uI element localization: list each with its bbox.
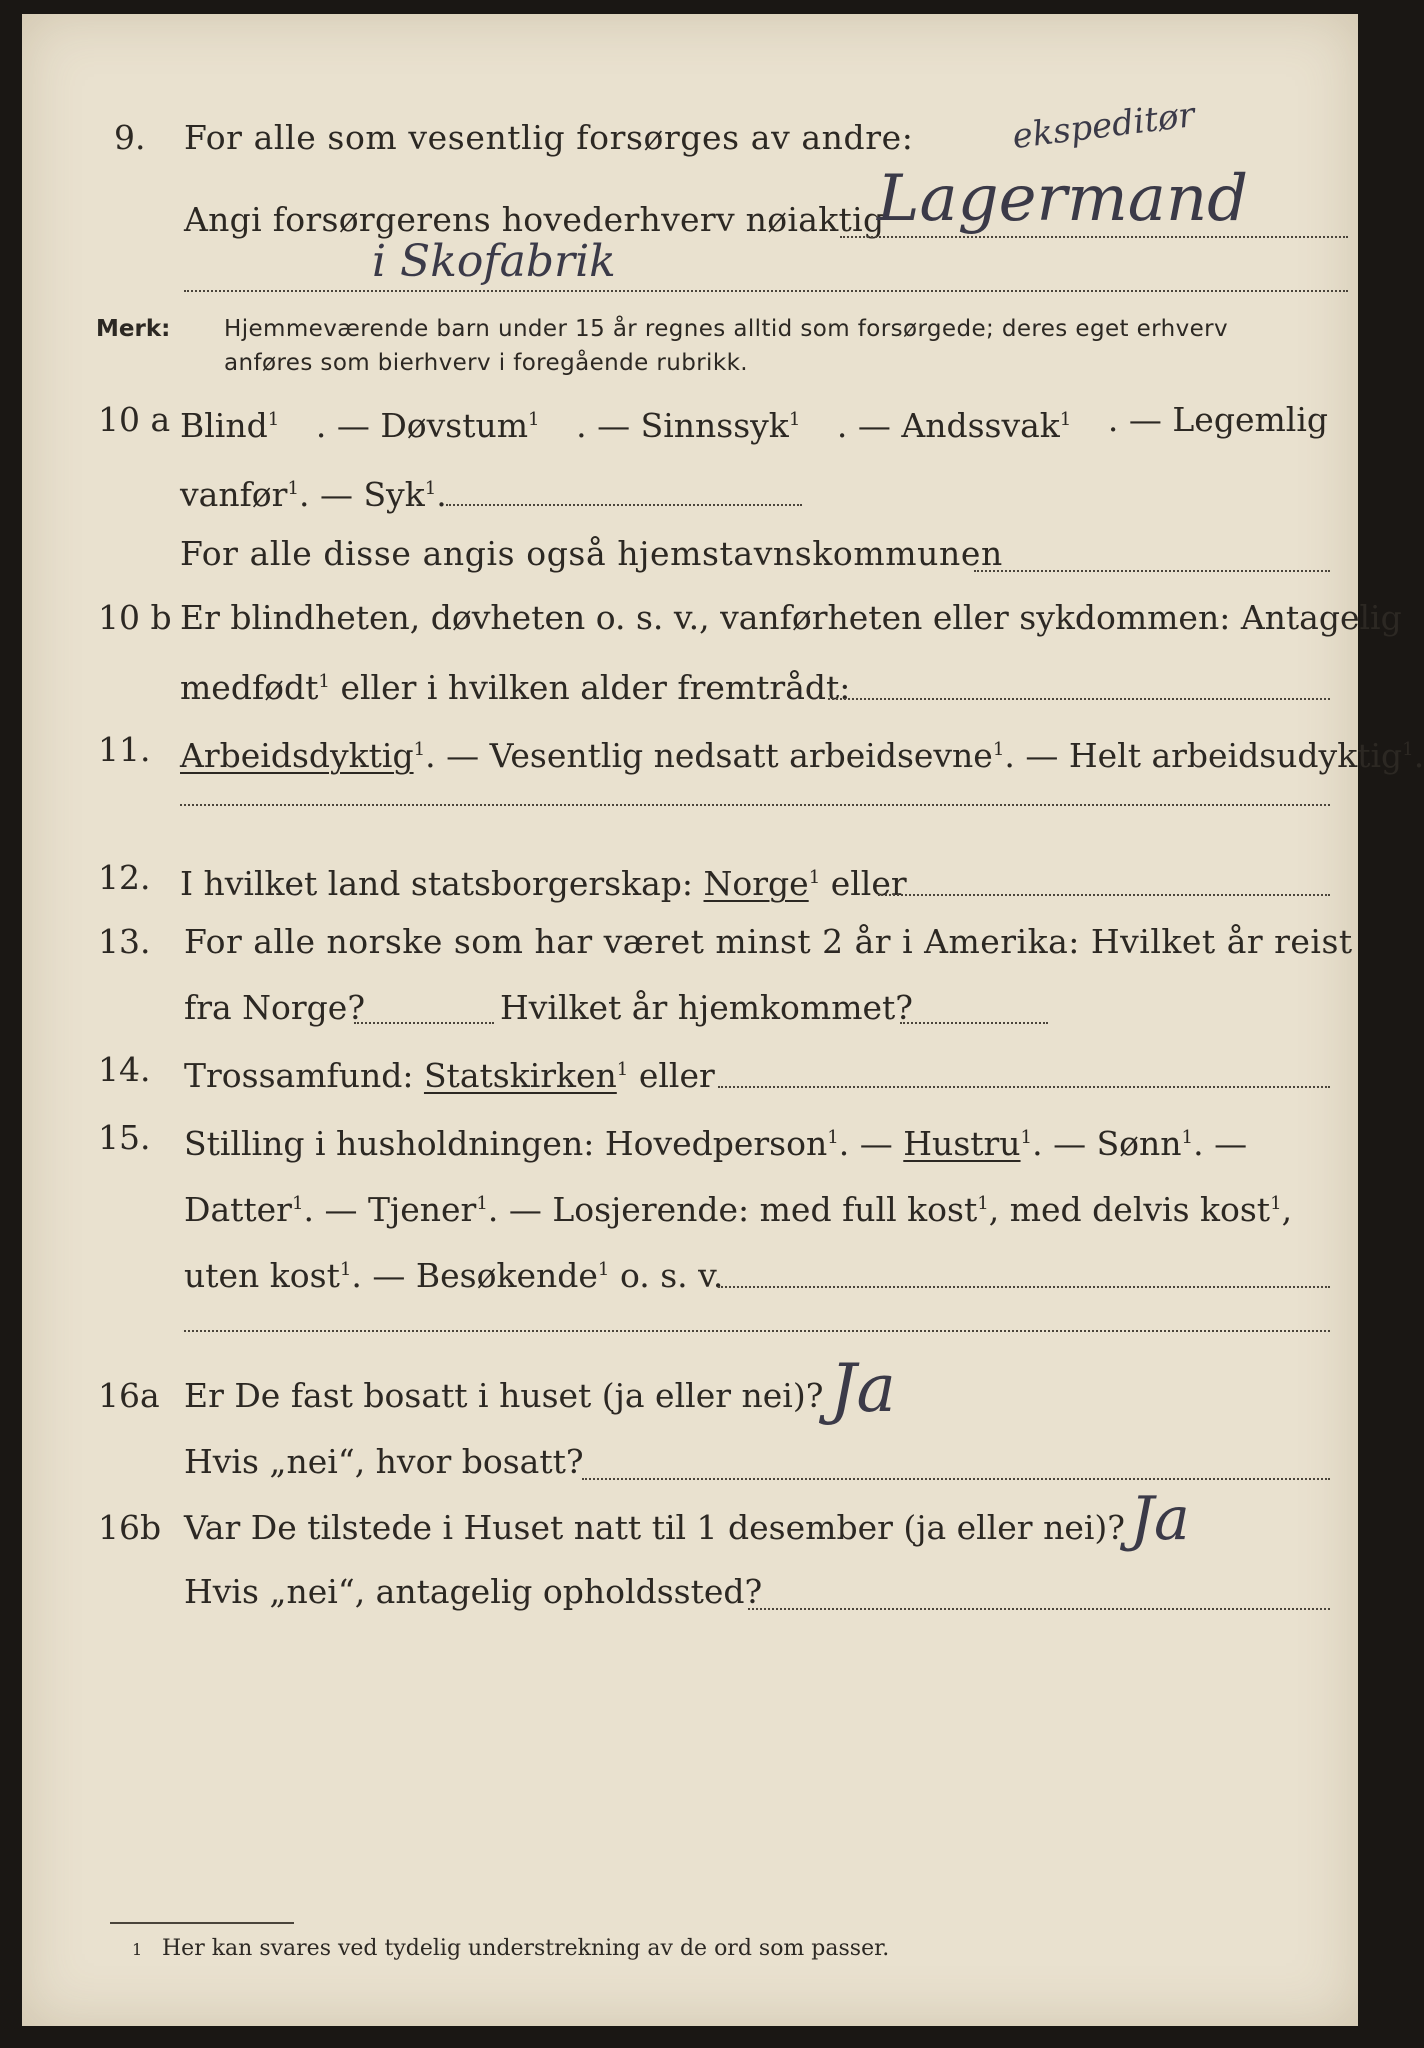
q12-number: 12. [98, 858, 151, 897]
q16b-handwritten-answer: Ja [1130, 1484, 1190, 1554]
footnote-text: Her kan svares ved tydelig understrekning av de ord som passer. [162, 1936, 890, 1961]
q13-return-year-line [900, 1022, 1048, 1024]
q9-line2: Angi forsørgerens hovederhverv nøiaktig [184, 200, 885, 239]
q15-line3: uten kost$^1$. — Besøkende$^1$ o. s. v. [184, 1256, 724, 1295]
q10b-line2: medfødt$^1$ eller i hvilken alder fremtrådt: [180, 668, 851, 707]
q14-text: Trossamfund: Statskirken$^1$ eller [184, 1056, 715, 1095]
q10a-answer-line [446, 504, 802, 506]
q16a-answer-line [582, 1478, 1330, 1480]
q10a-line3: For alle disse angis også hjemstavnskommunen [180, 534, 1003, 573]
q9-handwritten-occupation-note: ekspeditør [1010, 94, 1197, 158]
q14-number: 14. [98, 1050, 151, 1089]
q11-answer-line [180, 804, 1330, 806]
q16a-number: 16a [98, 1376, 160, 1415]
q11-number: 11. [98, 730, 151, 769]
q10a-line1: Blind$^1$ . — Døvstum$^1$ . — Sinnssyk$^1$ . — Andssvak$^1$ . — Legemlig [180, 400, 1328, 445]
footnote-rule [110, 1922, 294, 1924]
q10a-line2: vanfør$^1$. — Syk$^1$. [180, 475, 447, 514]
q13-line1: For alle norske som har været minst 2 år i Amerika: Hvilket år reist [184, 922, 1353, 961]
q16a-line2: Hvis „nei“, hvor bosatt? [184, 1442, 584, 1481]
q9-handwritten-workplace: i Skofabrik [372, 236, 616, 287]
q15-answer-line-1 [718, 1286, 1330, 1288]
q12-answer-line [878, 894, 1330, 896]
q13-line2b: Hvilket år hjemkommet? [500, 988, 913, 1027]
q13-number: 13. [98, 922, 151, 961]
q9-handwritten-occupation: Lagermand [877, 162, 1249, 236]
q9-answer-line-1 [840, 236, 1348, 238]
q9-number: 9. [114, 118, 146, 157]
merk-line1: Hjemmeværende barn under 15 år regnes alltid som forsørgede; deres eget erhverv [224, 316, 1229, 342]
merk-label: Merk: [96, 316, 171, 342]
q10b-answer-line [828, 698, 1330, 700]
q16b-answer-line [748, 1608, 1330, 1610]
q16b-line1: Var De tilstede i Huset natt til 1 desember (ja eller nei)? [184, 1508, 1125, 1547]
q15-line1: Stilling i husholdningen: Hovedperson$^1$. — Hustru$^1$. — Sønn$^1$. — [184, 1124, 1248, 1163]
q9-line1: For alle som vesentlig forsørges av andre: [184, 118, 914, 157]
q12-text: I hvilket land statsborgerskap: Norge$^1$ eller [180, 864, 907, 903]
q10b-line1: Er blindheten, døvheten o. s. v., vanførheten eller sykdommen: Antagelig [180, 598, 1402, 637]
q15-line2: Datter$^1$. — Tjener$^1$. — Losjerende: med full kost$^1$, med delvis kost$^1$, [184, 1190, 1293, 1229]
q15-number: 15. [98, 1118, 151, 1157]
q13-departure-year-line [354, 1022, 494, 1024]
census-form-page [22, 14, 1424, 2026]
q10a-number: 10 a [98, 400, 171, 439]
q10b-number: 10 b [98, 598, 172, 637]
q16a-handwritten-answer: Ja [830, 1350, 896, 1427]
q13-line2a: fra Norge? [184, 988, 366, 1027]
merk-line2: anføres som bierhverv i foregående rubrikk. [224, 350, 748, 376]
q16b-number: 16b [98, 1508, 162, 1547]
q16b-line2: Hvis „nei“, antagelig opholdssted? [184, 1572, 763, 1611]
q16a-line1: Er De fast bosatt i huset (ja eller nei)? [184, 1376, 824, 1415]
footnote-marker: 1 [132, 1940, 143, 1959]
q10a-hometown-line [974, 570, 1330, 572]
q15-answer-line-2 [184, 1330, 1330, 1332]
q9-answer-line-2 [184, 290, 1348, 292]
q11-options: Arbeidsdyktig$^1$. — Vesentlig nedsatt arbeidsevne$^1$. — Helt arbeidsudyktig$^1$. [180, 736, 1424, 775]
q14-answer-line [718, 1086, 1330, 1088]
